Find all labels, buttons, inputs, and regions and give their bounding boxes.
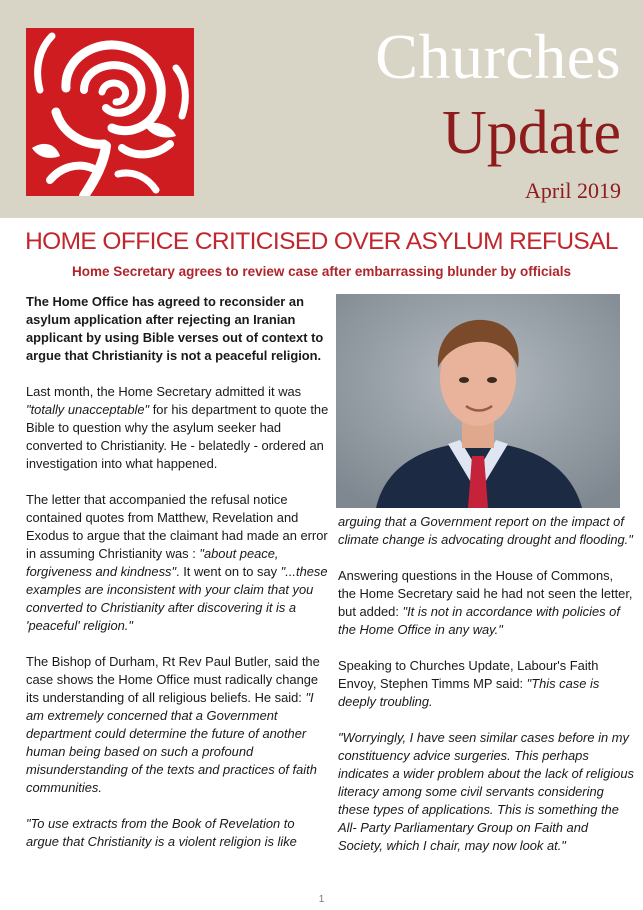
masthead (0, 0, 643, 218)
article-headline: HOME OFFICE CRITICISED OVER ASYLUM REFUSAL (25, 228, 618, 255)
left-column (26, 293, 330, 869)
right-column (338, 513, 634, 873)
lead-paragraph: The Home Office has agreed to reconsider an asylum application after rejecting an Iranian applicant by using Bible verses out of context to argue that Christianity is not a peaceful religion. (26, 294, 324, 363)
body-paragraph: Answering questions in the House of Commons, the Home Secretary said he had not seen the letter, but added: "It is not in accordance with policies of the Home Office in any way." (338, 568, 633, 637)
page-number: 1 (318, 894, 325, 905)
body-paragraph: arguing that a Government report on the impact of climate change is advocating drought and flooding." (338, 514, 633, 547)
body-paragraph: Last month, the Home Secretary admitted it was "totally unacceptable" for his department to quote the Bible to question why the asylum seeker had converted to Christianity. He - belatedly - ordered an investigation into what happened. (26, 384, 329, 471)
portrait-photo (336, 294, 620, 508)
masthead-subtitle: Update (441, 99, 621, 167)
body-paragraph: "To use extracts from the Book of Revelation to argue that Christianity is a violent religion is like (26, 816, 297, 849)
body-paragraph: Speaking to Churches Update, Labour's Faith Envoy, Stephen Timms MP said: "This case is deeply troubling. (338, 658, 600, 709)
issue-date: April 2019 (525, 178, 621, 203)
article-subheadline: Home Secretary agrees to review case after embarrassing blunder by officials (72, 264, 571, 279)
body-paragraph: "Worryingly, I have seen similar cases before in my constituency advice surgeries. This perhaps indicates a wider problem about the lack of religious literacy among some civil servants considering these types of applications. This is something the All- Party Parliamentary Group on Faith and Society, which I chair, may now look at." (338, 730, 634, 853)
body-paragraph: The letter that accompanied the refusal notice contained quotes from Matthew, Revelation and Exodus to argue that the claimant had made an error in assuming Christianity was : "about peace, forgiveness and kindness". It went on to say "...these examples are inconsistent with your claim that you converted to Christianity after discovering it is a 'peaceful' religion." (26, 492, 328, 633)
body-paragraph: The Bishop of Durham, Rt Rev Paul Butler, said the case shows the Home Office must radically change its understanding of all religious beliefs. He said: "I am extremely concerned that a Government department could determine the future of another human being based on such a profound misunderstanding of the texts and practices of faith communities. (26, 654, 320, 795)
masthead-title: Churches (375, 21, 621, 92)
labour-rose-icon (26, 28, 194, 196)
